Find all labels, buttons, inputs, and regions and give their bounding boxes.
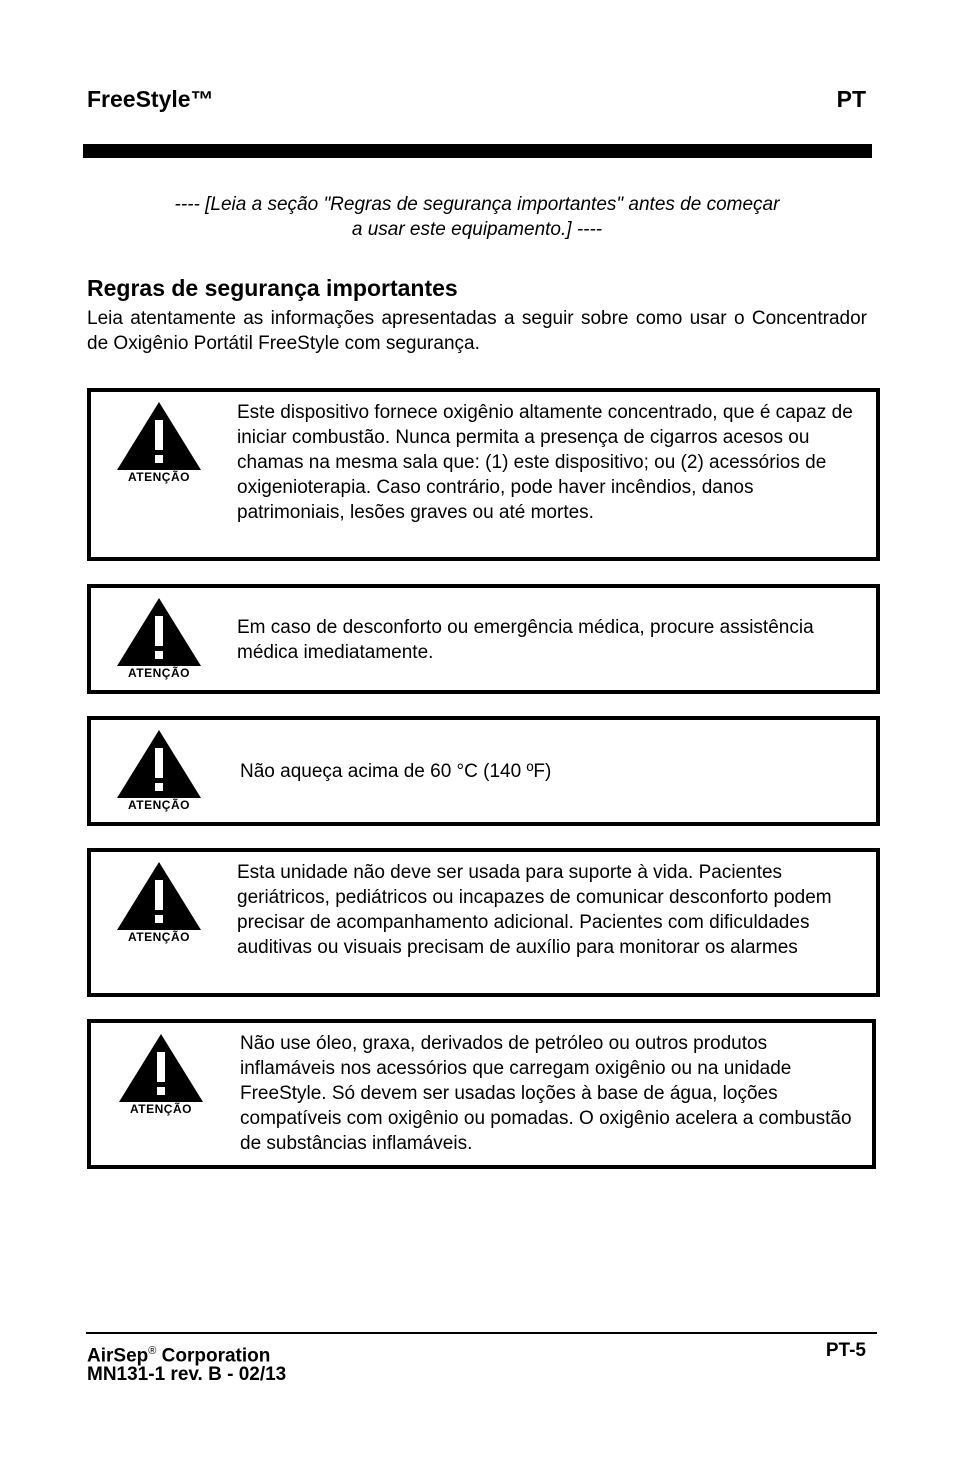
safety-notice [100, 192, 854, 242]
warning-symbol-5 [117, 1032, 205, 1116]
warning-text-5: Não use óleo, graxa, derivados de petróleo ou outros produtos inflamáveis nos acessórios que carregam oxigênio ou na unidade FreeStyle. Só devem ser usadas loções à base de água, loções compatíveis com oxigênio ou pomadas. O oxigênio acelera a combustão de substâncias inflamáveis. [240, 1033, 852, 1154]
warning-text-3: Não aqueça acima de 60 °C (140 ºF) [240, 761, 552, 782]
warning-label: ATENÇÃO [130, 1102, 192, 1116]
safety-notice-line-1: ---- [Leia a seção "Regras de segurança importantes" antes de começar [174, 194, 780, 215]
section-intro: Leia atentamente as informações apresentadas a seguir sobre como usar o Concentrador de Oxigênio Portátil FreeStyle com segurança. [87, 308, 867, 354]
footer-page-number: PT-5 [825, 1340, 866, 1361]
header-rule [83, 144, 872, 158]
header-language-code: PT [836, 86, 866, 112]
warning-symbol-3 [115, 728, 203, 812]
warning-symbol-2 [115, 596, 203, 680]
footer-company-name: AirSep [87, 1345, 149, 1367]
warning-text-1: Este dispositivo fornece oxigênio altamente concentrado, que é capaz de iniciar combustão. Nunca permita a presença de cigarros acesos ou chamas na mesma sala que: (1) este dispositivo; ou (2) acessórios de oxigenioterapia. Caso contrário, pode haver incêndios, danos patrimoniais, lesões graves ou até mortes. [237, 402, 853, 523]
warning-triangle-icon [115, 728, 203, 800]
warning-text-4: Esta unidade não deve ser usada para suporte à vida. Pacientes geriátricos, pediátricos ou incapazes de comunicar desconforto podem precisar de acompanhamento adicional. Pacientes com dificuldades auditivas ou visuais precisam de auxílio para monitorar os alarmes [237, 862, 832, 958]
warning-symbol-4 [115, 860, 203, 944]
safety-notice-line-2: a usar este equipamento.] ---- [351, 219, 603, 240]
warning-triangle-icon [115, 860, 203, 932]
footer-company-suffix: Corporation [156, 1345, 271, 1367]
footer-revision: MN131-1 rev. B - 02/13 [87, 1364, 287, 1385]
warning-symbol-1 [115, 400, 203, 484]
warning-label: ATENÇÃO [128, 798, 190, 812]
section-title: Regras de segurança importantes [87, 275, 458, 301]
warning-label: ATENÇÃO [128, 930, 190, 944]
warning-triangle-icon [117, 1032, 205, 1104]
warning-label: ATENÇÃO [128, 470, 190, 484]
header-product-title: FreeStyle™ [87, 86, 214, 112]
warning-triangle-icon [115, 596, 203, 668]
warning-label: ATENÇÃO [128, 666, 190, 680]
registered-mark: ® [148, 1345, 157, 1357]
warning-text-2: Em caso de desconforto ou emergência médica, procure assistência médica imediatamente. [237, 617, 814, 663]
warning-triangle-icon [115, 400, 203, 472]
footer-rule [86, 1332, 877, 1334]
